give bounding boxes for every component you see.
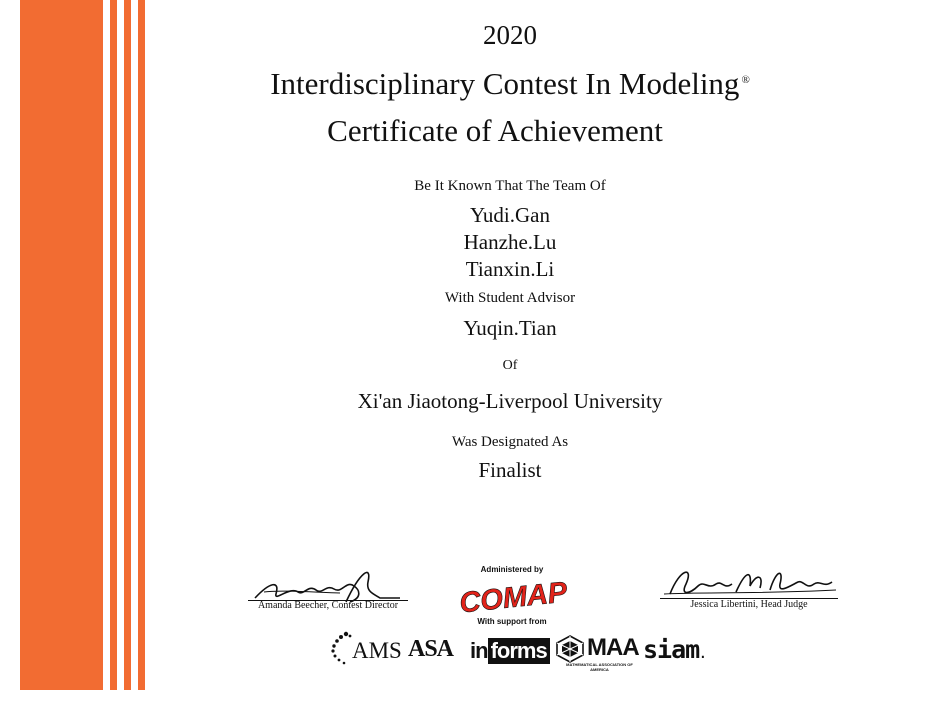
signature-left-caption: Amanda Beecher, Contest Director bbox=[257, 600, 399, 611]
contest-name-text: Interdisciplinary Contest In Modeling bbox=[270, 66, 740, 101]
team-member: Hanzhe.Lu bbox=[463, 230, 557, 254]
administered-by-label: Administered by bbox=[480, 565, 544, 574]
advisor-label: With Student Advisor bbox=[444, 290, 576, 306]
designated-label: Was Designated As bbox=[451, 434, 569, 450]
maa-logo-icon bbox=[555, 635, 585, 663]
university-name: Xi'an Jiaotong-Liverpool University bbox=[357, 389, 663, 413]
registered-mark: ® bbox=[741, 73, 750, 86]
comap-logo bbox=[457, 574, 569, 620]
comap-logo-text: COMAP bbox=[457, 576, 569, 620]
asa-logo-text: ASA bbox=[408, 636, 454, 662]
maa-logo-subtitle: MATHEMATICAL ASSOCIATION OF AMERICA bbox=[566, 662, 633, 672]
siam-logo-text: siam bbox=[643, 635, 700, 664]
decorative-stripe-thin-2 bbox=[124, 0, 131, 690]
decorative-stripe-thin-3 bbox=[138, 0, 145, 690]
certificate-year: 2020 bbox=[483, 20, 537, 50]
team-member: Yudi.Gan bbox=[470, 203, 550, 227]
known-label: Be It Known That The Team Of bbox=[414, 178, 606, 194]
decorative-stripe-main bbox=[20, 0, 103, 690]
informs-logo-prefix: in bbox=[470, 638, 488, 663]
informs-logo-box: forms bbox=[488, 638, 550, 664]
siam-logo-dot: . bbox=[699, 647, 706, 661]
maa-logo-text: MAA bbox=[587, 634, 639, 661]
team-member: Tianxin.Li bbox=[465, 257, 555, 281]
signature-right-caption: Jessica Libertini, Head Judge bbox=[690, 599, 808, 610]
siam-logo bbox=[643, 635, 705, 664]
ams-logo-text: AMS bbox=[352, 638, 402, 663]
support-label: With support from bbox=[477, 617, 547, 626]
award-designation: Finalist bbox=[478, 458, 542, 482]
ams-logo-icon bbox=[330, 630, 354, 666]
of-label: Of bbox=[502, 358, 518, 373]
contest-name bbox=[150, 66, 870, 102]
certificate-title: Certificate of Achievement bbox=[327, 113, 663, 148]
decorative-stripe-thin-1 bbox=[110, 0, 117, 690]
signature-right-image bbox=[660, 564, 840, 602]
informs-logo bbox=[470, 637, 550, 665]
advisor-name: Yuqin.Tian bbox=[463, 316, 557, 340]
